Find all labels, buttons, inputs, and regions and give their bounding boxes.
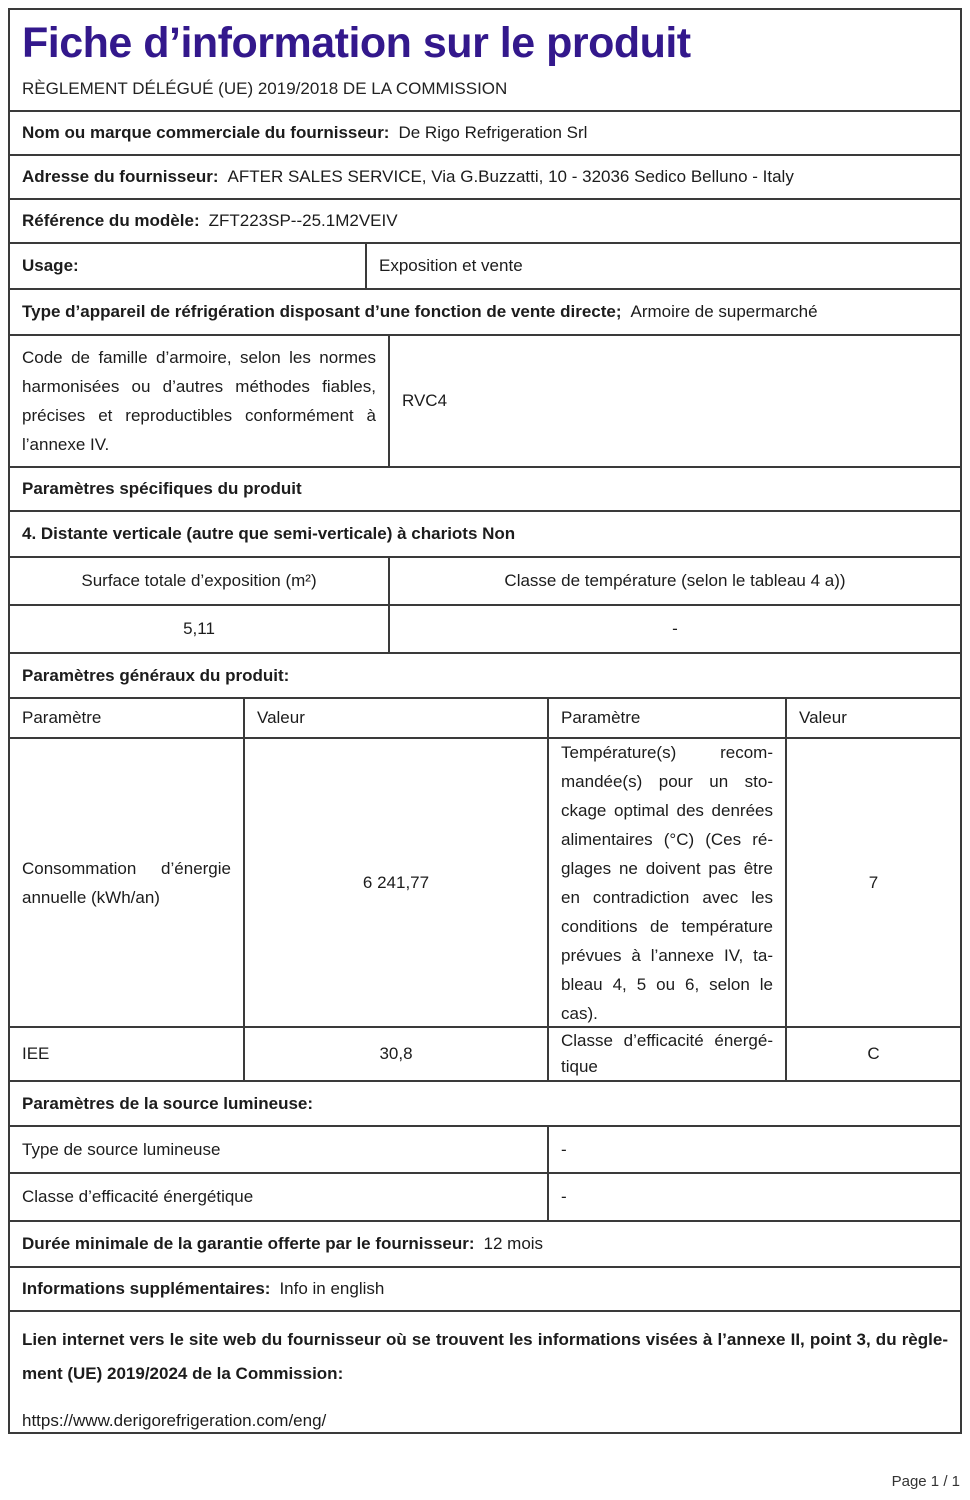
energy-consumption-row: [10, 739, 960, 1028]
family-code-label-cell: [10, 336, 390, 466]
col-header-label: Valeur: [257, 708, 305, 727]
warranty-value: 12 mois: [483, 1234, 544, 1253]
col-header-parameter-1: [10, 699, 245, 737]
light-source-class-value: -: [561, 1187, 567, 1206]
usage-row: [10, 244, 960, 290]
usage-label-cell: [10, 244, 367, 288]
supplier-link-label: Lien internet vers le site web du fournisseur où se trouvent les informations visées à l’annexe II, point 3, du règlement (UE) 2019/2024 de la Commission:: [22, 1330, 948, 1383]
product-information-sheet: [8, 8, 962, 1434]
general-parameters-heading: Paramètres généraux du produit:: [22, 665, 290, 685]
energy-class-value: C: [867, 1044, 880, 1063]
light-source-heading-row: [10, 1082, 960, 1127]
surface-value: 5,11: [183, 619, 215, 638]
appliance-type-value: Armoire de supermarché: [630, 302, 818, 321]
temp-class-value-cell: [390, 606, 960, 652]
light-source-class-row: [10, 1174, 960, 1222]
iee-label: IEE: [22, 1044, 50, 1063]
family-code-row: [10, 336, 960, 468]
recommended-temperature-value-cell: [787, 739, 960, 1026]
col-header-label: Paramètre: [561, 708, 641, 727]
appliance-type-label: Type d’appareil de réfrigération disposant d’une fonction de vente directe;: [22, 302, 622, 321]
model-reference-label: Référence du modèle:: [22, 211, 200, 230]
surface-table-header-row: [10, 558, 960, 606]
light-source-heading: Paramètres de la source lumineuse:: [22, 1093, 314, 1113]
iee-label-cell: [10, 1028, 245, 1080]
page-number: Page 1 / 1: [891, 1473, 960, 1490]
surface-header: Surface totale d’exposition (m²): [81, 571, 317, 590]
supplier-address-value: AFTER SALES SERVICE, Via G.Buzzatti, 10 - 32036 Sedico Belluno - Italy: [227, 167, 794, 186]
iee-value-cell: [245, 1028, 549, 1080]
recommended-temperature-value: 7: [868, 872, 879, 892]
supplier-name-label: Nom ou marque commerciale du fournisseur:: [22, 123, 390, 142]
supplier-link-url: https://www.derigorefrigeration.com/eng/: [22, 1411, 327, 1430]
light-source-type-label: Type de source lumineuse: [22, 1139, 221, 1159]
supplier-address-label: Adresse du fournisseur:: [22, 167, 219, 186]
appliance-type-row: [10, 290, 960, 336]
general-table-header-row: [10, 699, 960, 739]
usage-value: Exposition et vente: [379, 256, 523, 275]
additional-info-row: [10, 1268, 960, 1312]
model-reference-value: ZFT223SP--25.1M2VEIV: [208, 211, 398, 230]
iee-row: [10, 1028, 960, 1082]
col-header-value-1: [245, 699, 549, 737]
temp-class-value: -: [672, 619, 678, 638]
temp-class-header-cell: [390, 558, 960, 604]
supplier-address-row: [10, 156, 960, 200]
col-header-value-2: [787, 699, 960, 737]
energy-class-label-cell: [549, 1028, 787, 1080]
light-source-class-label-cell: [10, 1174, 549, 1220]
page-title: Fiche d’information sur le produit: [22, 19, 691, 67]
specific-parameters-heading: Paramètres spécifiques du produit: [22, 479, 302, 498]
recommended-temperature-label-cell: [549, 739, 787, 1026]
usage-value-cell: [367, 244, 960, 288]
col-header-label: Valeur: [799, 708, 847, 727]
warranty-row: [10, 1222, 960, 1268]
vertical-distance-row: [10, 512, 960, 558]
light-source-type-label-cell: [10, 1127, 549, 1172]
supplier-link-row: [10, 1312, 960, 1432]
iee-value: 30,8: [379, 1044, 413, 1063]
energy-class-value-cell: [787, 1028, 960, 1080]
surface-value-cell: [10, 606, 390, 652]
col-header-parameter-2: [549, 699, 787, 737]
light-source-class-label: Classe d’efficacité énergétique: [22, 1187, 254, 1206]
additional-info-value: Info in english: [279, 1279, 385, 1298]
additional-info-label: Informations supplémentaires:: [22, 1279, 271, 1298]
light-source-type-value-cell: [549, 1127, 960, 1172]
light-source-type-row: [10, 1127, 960, 1174]
surface-header-cell: [10, 558, 390, 604]
energy-consumption-value-cell: [245, 739, 549, 1026]
supplier-name-value: De Rigo Refrigeration Srl: [398, 123, 588, 142]
model-reference-row: [10, 200, 960, 244]
temp-class-header: Classe de température (selon le tableau 4 a)): [504, 571, 846, 590]
warranty-label: Durée minimale de la garantie offerte par le fournisseur:: [22, 1234, 475, 1253]
general-parameters-heading-row: [10, 654, 960, 699]
vertical-distance-text: 4. Distante verticale (autre que semi-verticale) à chariots Non: [22, 524, 516, 543]
col-header-label: Paramètre: [22, 708, 102, 727]
recommended-temperature-label: Température(s) recommandée(s) pour un stockage optimal des denrées alimentaires (°C) (Ces réglages ne doivent pas être en contradiction avec les conditions de température prévues à l’annexe IV, tableau 4, 5 ou 6, selon le cas).: [561, 742, 773, 1023]
surface-table-value-row: [10, 606, 960, 654]
header: [10, 10, 960, 112]
family-code-value-cell: [390, 336, 960, 466]
energy-consumption-value: 6 241,77: [362, 872, 430, 892]
family-code-label: Code de famille d’armoire, selon les normes harmonisées ou d’autres méthodes fiables, précises et reproductibles conformément à l’annexe IV.: [22, 348, 376, 454]
light-source-class-value-cell: [549, 1174, 960, 1220]
family-code-value: RVC4: [402, 391, 448, 410]
light-source-type-value: -: [561, 1139, 567, 1159]
energy-class-label: Classe d’efficacité énergétique: [561, 1031, 773, 1076]
regulation-subtitle: RÈGLEMENT DÉLÉGUÉ (UE) 2019/2018 DE LA COMMISSION: [22, 79, 508, 98]
energy-consumption-label-cell: [10, 739, 245, 1026]
energy-consumption-label: Consommation d’énergie annuelle (kWh/an): [22, 858, 231, 907]
supplier-name-row: [10, 112, 960, 156]
usage-label: Usage:: [22, 256, 79, 275]
specific-parameters-heading-row: [10, 468, 960, 512]
